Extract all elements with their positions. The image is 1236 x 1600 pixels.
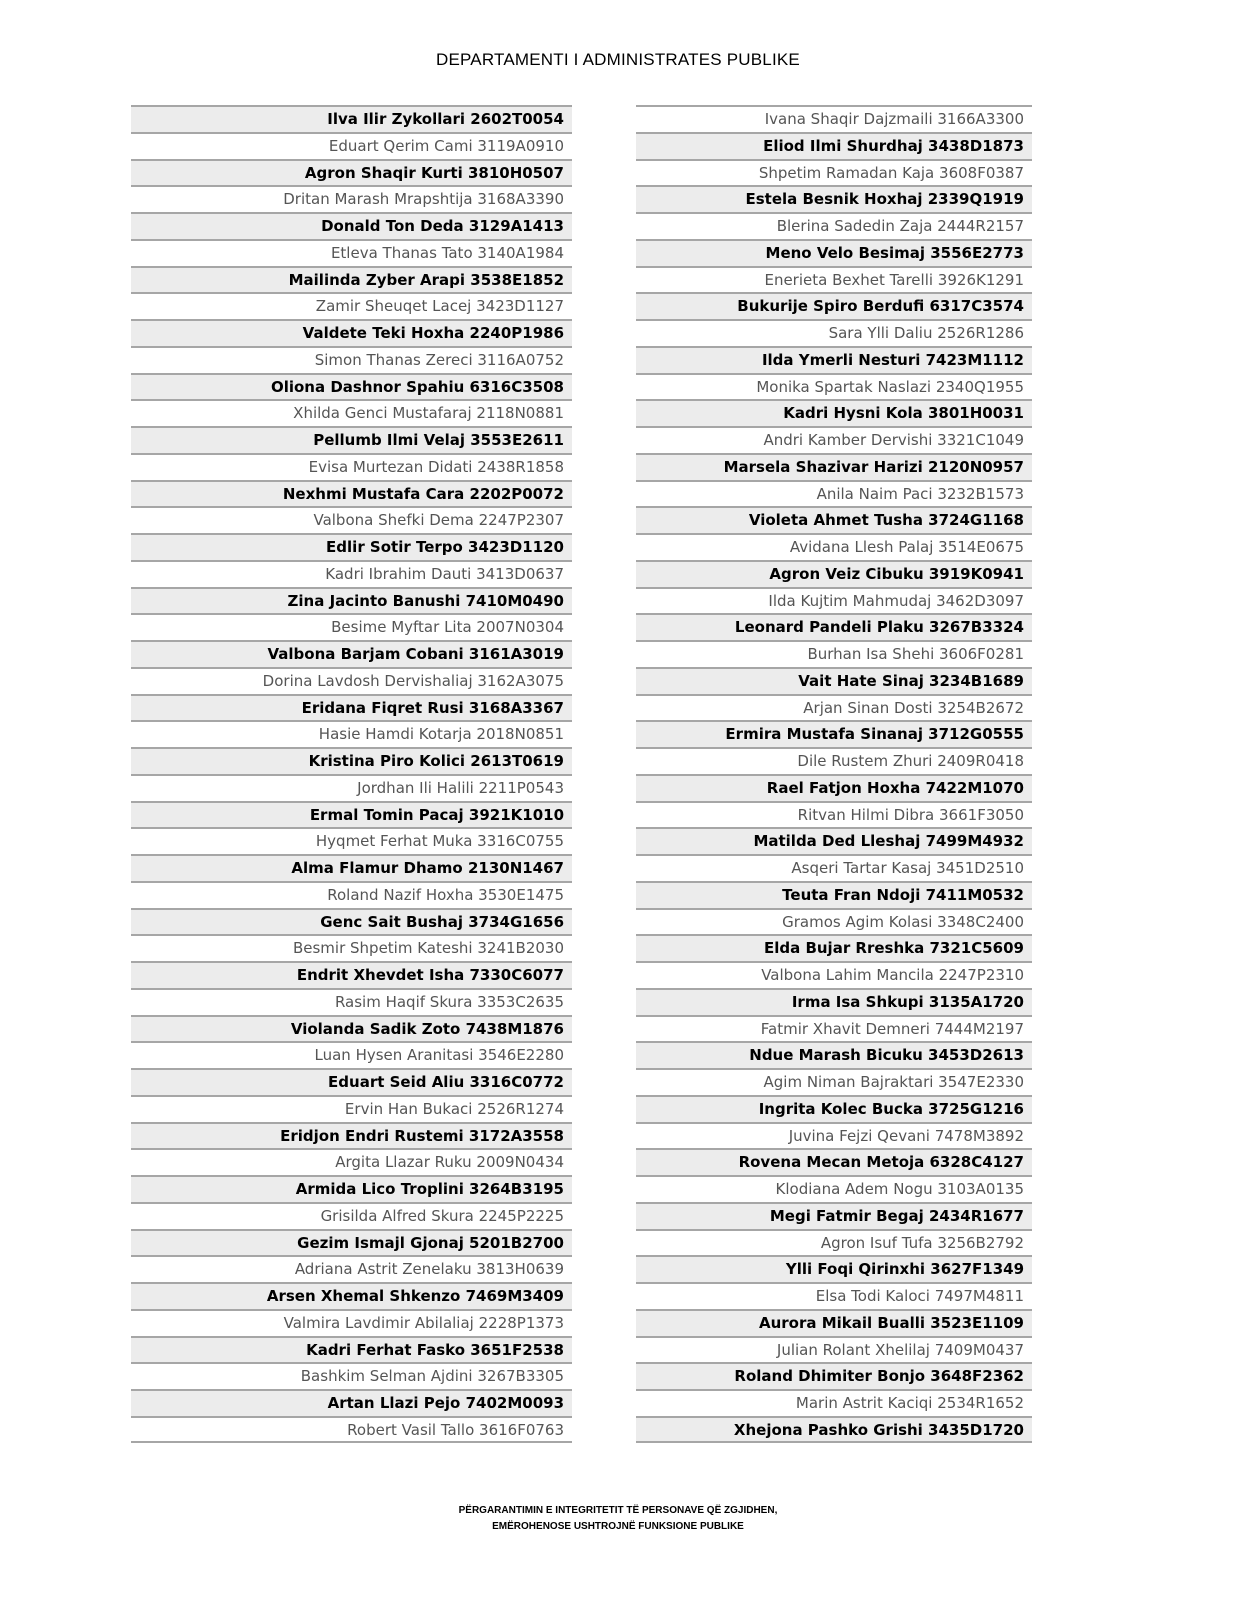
- list-item: Agron Veiz Cibuku 3919K0941: [636, 560, 1032, 587]
- right-name-list: [636, 105, 1032, 1443]
- list-item: Valdete Teki Hoxha 2240P1986: [131, 319, 572, 346]
- list-item: Matilda Ded Lleshaj 7499M4932: [636, 827, 1032, 854]
- list-item: Roland Dhimiter Bonjo 3648F2362: [636, 1362, 1032, 1389]
- list-item: Meno Velo Besimaj 3556E2773: [636, 239, 1032, 266]
- list-item: Arsen Xhemal Shkenzo 7469M3409: [131, 1282, 572, 1309]
- list-item: Grisilda Alfred Skura 2245P2225: [131, 1202, 572, 1229]
- list-item: Marsela Shazivar Harizi 2120N0957: [636, 453, 1032, 480]
- list-item: Simon Thanas Zereci 3116A0752: [131, 346, 572, 373]
- list-item: Bukurije Spiro Berdufi 6317C3574: [636, 292, 1032, 319]
- list-item: Agron Isuf Tufa 3256B2792: [636, 1229, 1032, 1256]
- list-item: Julian Rolant Xhelilaj 7409M0437: [636, 1336, 1032, 1363]
- list-item: Jordhan Ili Halili 2211P0543: [131, 774, 572, 801]
- footer: [0, 1503, 1236, 1535]
- list-item: Genc Sait Bushaj 3734G1656: [131, 908, 572, 935]
- list-item: Gezim Ismajl Gjonaj 5201B2700: [131, 1229, 572, 1256]
- list-item: Ivana Shaqir Dajzmaili 3166A3300: [636, 105, 1032, 132]
- list-item: Armida Lico Troplini 3264B3195: [131, 1175, 572, 1202]
- list-item: Besmir Shpetim Kateshi 3241B2030: [131, 934, 572, 961]
- list-item: Megi Fatmir Begaj 2434R1677: [636, 1202, 1032, 1229]
- list-item: Dile Rustem Zhuri 2409R0418: [636, 747, 1032, 774]
- list-item: Eridana Fiqret Rusi 3168A3367: [131, 694, 572, 721]
- list-item: Irma Isa Shkupi 3135A1720: [636, 988, 1032, 1015]
- list-item: Donald Ton Deda 3129A1413: [131, 212, 572, 239]
- list-item: Teuta Fran Ndoji 7411M0532: [636, 881, 1032, 908]
- list-item: Gramos Agim Kolasi 3348C2400: [636, 908, 1032, 935]
- list-item: Anila Naim Paci 3232B1573: [636, 480, 1032, 507]
- list-item: Hasie Hamdi Kotarja 2018N0851: [131, 720, 572, 747]
- list-item: Argita Llazar Ruku 2009N0434: [131, 1148, 572, 1175]
- page-title: DEPARTAMENTI I ADMINISTRATES PUBLIKE: [436, 50, 800, 69]
- list-item: Besime Myftar Lita 2007N0304: [131, 613, 572, 640]
- list-item: Rovena Mecan Metoja 6328C4127: [636, 1148, 1032, 1175]
- list-item: Eliod Ilmi Shurdhaj 3438D1873: [636, 132, 1032, 159]
- list-item: Kristina Piro Kolici 2613T0619: [131, 747, 572, 774]
- list-item: Leonard Pandeli Plaku 3267B3324: [636, 613, 1032, 640]
- list-item: Etleva Thanas Tato 3140A1984: [131, 239, 572, 266]
- list-item: Ilda Ymerli Nesturi 7423M1112: [636, 346, 1032, 373]
- list-item: Arjan Sinan Dosti 3254B2672: [636, 694, 1032, 721]
- left-name-list: [131, 105, 572, 1443]
- list-item: Ylli Foqi Qirinxhi 3627F1349: [636, 1255, 1032, 1282]
- list-item: Xhejona Pashko Grishi 3435D1720: [636, 1416, 1032, 1443]
- footer-line-2: EMËROHENOSE USHTROJNË FUNKSIONE PUBLIKE: [492, 1521, 744, 1532]
- list-item: Asqeri Tartar Kasaj 3451D2510: [636, 854, 1032, 881]
- list-item: Valmira Lavdimir Abilaliaj 2228P1373: [131, 1309, 572, 1336]
- list-item: Ilva Ilir Zykollari 2602T0054: [131, 105, 572, 132]
- list-item: Valbona Barjam Cobani 3161A3019: [131, 640, 572, 667]
- list-item: Kadri Ibrahim Dauti 3413D0637: [131, 560, 572, 587]
- list-item: Avidana Llesh Palaj 3514E0675: [636, 533, 1032, 560]
- list-item: Alma Flamur Dhamo 2130N1467: [131, 854, 572, 881]
- list-item: Ndue Marash Bicuku 3453D2613: [636, 1041, 1032, 1068]
- list-item: Nexhmi Mustafa Cara 2202P0072: [131, 480, 572, 507]
- list-item: Violanda Sadik Zoto 7438M1876: [131, 1015, 572, 1042]
- list-item: Robert Vasil Tallo 3616F0763: [131, 1416, 572, 1443]
- list-item: Ervin Han Bukaci 2526R1274: [131, 1095, 572, 1122]
- list-item: Juvina Fejzi Qevani 7478M3892: [636, 1122, 1032, 1149]
- list-item: Ilda Kujtim Mahmudaj 3462D3097: [636, 587, 1032, 614]
- list-item: Oliona Dashnor Spahiu 6316C3508: [131, 373, 572, 400]
- list-item: Shpetim Ramadan Kaja 3608F0387: [636, 159, 1032, 186]
- list-item: Eduart Seid Aliu 3316C0772: [131, 1068, 572, 1095]
- list-item: Rael Fatjon Hoxha 7422M1070: [636, 774, 1032, 801]
- list-item: Vait Hate Sinaj 3234B1689: [636, 667, 1032, 694]
- list-item: Valbona Shefki Dema 2247P2307: [131, 506, 572, 533]
- list-item: Dorina Lavdosh Dervishaliaj 3162A3075: [131, 667, 572, 694]
- list-item: Klodiana Adem Nogu 3103A0135: [636, 1175, 1032, 1202]
- list-item: Roland Nazif Hoxha 3530E1475: [131, 881, 572, 908]
- list-item: Blerina Sadedin Zaja 2444R2157: [636, 212, 1032, 239]
- list-item: Artan Llazi Pejo 7402M0093: [131, 1389, 572, 1416]
- list-item: Agim Niman Bajraktari 3547E2330: [636, 1068, 1032, 1095]
- list-item: Zamir Sheuqet Lacej 3423D1127: [131, 292, 572, 319]
- list-item: Mailinda Zyber Arapi 3538E1852: [131, 266, 572, 293]
- list-item: Edlir Sotir Terpo 3423D1120: [131, 533, 572, 560]
- list-item: Estela Besnik Hoxhaj 2339Q1919: [636, 185, 1032, 212]
- list-item: Violeta Ahmet Tusha 3724G1168: [636, 506, 1032, 533]
- list-item: Ingrita Kolec Bucka 3725G1216: [636, 1095, 1032, 1122]
- list-item: Elda Bujar Rreshka 7321C5609: [636, 934, 1032, 961]
- list-item: Ritvan Hilmi Dibra 3661F3050: [636, 801, 1032, 828]
- list-item: Hyqmet Ferhat Muka 3316C0755: [131, 827, 572, 854]
- list-item: Eduart Qerim Cami 3119A0910: [131, 132, 572, 159]
- list-item: Evisa Murtezan Didati 2438R1858: [131, 453, 572, 480]
- list-item: Sara Ylli Daliu 2526R1286: [636, 319, 1032, 346]
- list-item: Marin Astrit Kaciqi 2534R1652: [636, 1389, 1032, 1416]
- list-item: Elsa Todi Kaloci 7497M4811: [636, 1282, 1032, 1309]
- list-item: Fatmir Xhavit Demneri 7444M2197: [636, 1015, 1032, 1042]
- list-item: Eridjon Endri Rustemi 3172A3558: [131, 1122, 572, 1149]
- list-item: Dritan Marash Mrapshtija 3168A3390: [131, 185, 572, 212]
- list-item: Kadri Ferhat Fasko 3651F2538: [131, 1336, 572, 1363]
- footer-line-1: PËRGARANTIMIN E INTEGRITETIT TË PERSONAVE QË ZGJIDHEN,: [458, 1505, 778, 1516]
- list-item: Agron Shaqir Kurti 3810H0507: [131, 159, 572, 186]
- list-item: Xhilda Genci Mustafaraj 2118N0881: [131, 399, 572, 426]
- list-item: Andri Kamber Dervishi 3321C1049: [636, 426, 1032, 453]
- list-item: Bashkim Selman Ajdini 3267B3305: [131, 1362, 572, 1389]
- list-item: Endrit Xhevdet Isha 7330C6077: [131, 961, 572, 988]
- list-item: Pellumb Ilmi Velaj 3553E2611: [131, 426, 572, 453]
- list-item: Zina Jacinto Banushi 7410M0490: [131, 587, 572, 614]
- list-item: Enerieta Bexhet Tarelli 3926K1291: [636, 266, 1032, 293]
- list-item: Valbona Lahim Mancila 2247P2310: [636, 961, 1032, 988]
- list-item: Adriana Astrit Zenelaku 3813H0639: [131, 1255, 572, 1282]
- list-item: Ermal Tomin Pacaj 3921K1010: [131, 801, 572, 828]
- list-item: Burhan Isa Shehi 3606F0281: [636, 640, 1032, 667]
- list-item: Monika Spartak Naslazi 2340Q1955: [636, 373, 1032, 400]
- list-item: Rasim Haqif Skura 3353C2635: [131, 988, 572, 1015]
- list-item: Ermira Mustafa Sinanaj 3712G0555: [636, 720, 1032, 747]
- list-item: Aurora Mikail Bualli 3523E1109: [636, 1309, 1032, 1336]
- list-item: Luan Hysen Aranitasi 3546E2280: [131, 1041, 572, 1068]
- list-item: Kadri Hysni Kola 3801H0031: [636, 399, 1032, 426]
